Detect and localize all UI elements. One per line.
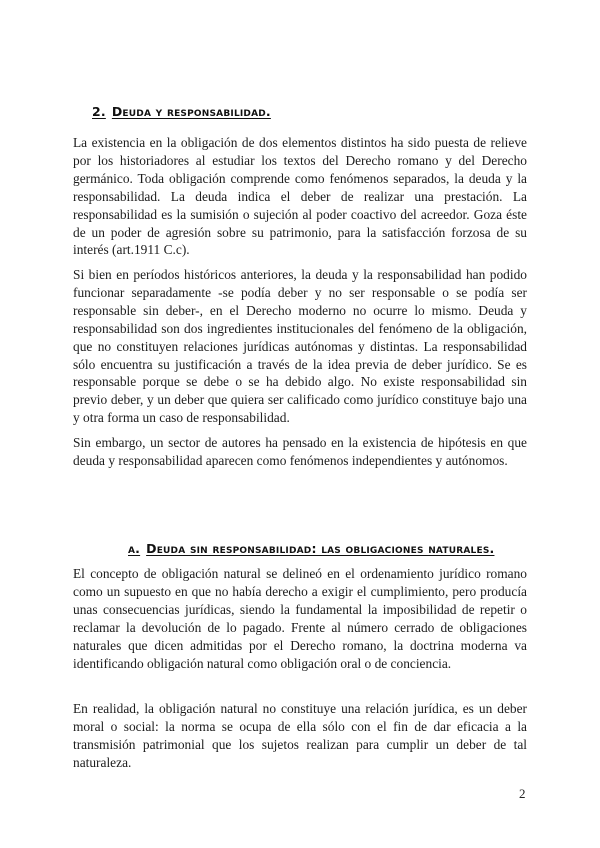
paragraph-1: La existencia en la obligación de dos elementos distintos ha sido puesta de relieve por los historiadores al estudiar los textos del Derecho romano y del Derecho germánico. Toda obligación comprende como fenómenos separados, la deuda y la responsabilidad. La deuda indica el deber de realizar una prestación. La responsabilidad es la sumisión o sujeción al poder coactivo del acreedor. Goza éste de un poder de agresión sobre su patrimonio, para la satisfacción forzosa de su interés (art.1911 C.c). — [73, 135, 527, 258]
subsection-paragraph-1: El concepto de obligación natural se delineó en el ordenamiento jurídico romano como un supuesto en que no había derecho a exigir el cumplimiento, pero producía unas consecuencias jurídicas, siendo la fundamental la imposibilidad de repetir o reclamar la devolución de lo pagado. Frente al número cerrado de obligaciones naturales que dicen admitidas por el Derecho romano, la doctrina moderna va identificando obligación natural como obligación oral o de conciencia. — [73, 566, 527, 671]
paragraph-2: Si bien en períodos históricos anteriores, la deuda y la responsabilidad han podido funcionar separadamente -se podía deber y no ser responsable o se podía ser responsable sin deber-, en el Derecho moderno no ocurre lo mismo. Deuda y responsabilidad son dos ingredientes institucionales del fenómeno de la obligación, que no constituyen relaciones jurídicas autónomas y distintas. La responsabilidad sólo encuentra su justificación a través de la idea previa de deber jurídico. Se es responsable porque se debe o se ha debido algo. No existe responsabilidad sin previo deber, y un deber que quiera ser calificado como jurídico constituye bajo una y otra forma un caso de responsabilidad. — [73, 267, 527, 426]
subsection-paragraph-2: En realidad, la obligación natural no constituye una relación jurídica, es un deber moral o social: la norma se ocupa de ella sólo con el fin de dar eficacia a la transmisión patrimonial que los sujetos realizan para cumplir un deber de tal naturaleza. — [73, 701, 527, 770]
paragraph-3: Sin embargo, un sector de autores ha pensado en la existencia de hipótesis en que deuda y responsabilidad aparecen como fenómenos independientes y autónomos. — [73, 435, 527, 468]
subsection-letter: a. — [128, 541, 141, 556]
section-heading — [92, 104, 271, 119]
subsection-heading — [128, 541, 494, 556]
section-number: 2. — [92, 104, 106, 119]
subsection-title: Deuda sin responsabilidad: las obligaciones naturales. — [146, 541, 495, 556]
section-title: Deuda y responsabilidad. — [111, 104, 271, 119]
page-number: 2 — [519, 786, 526, 801]
